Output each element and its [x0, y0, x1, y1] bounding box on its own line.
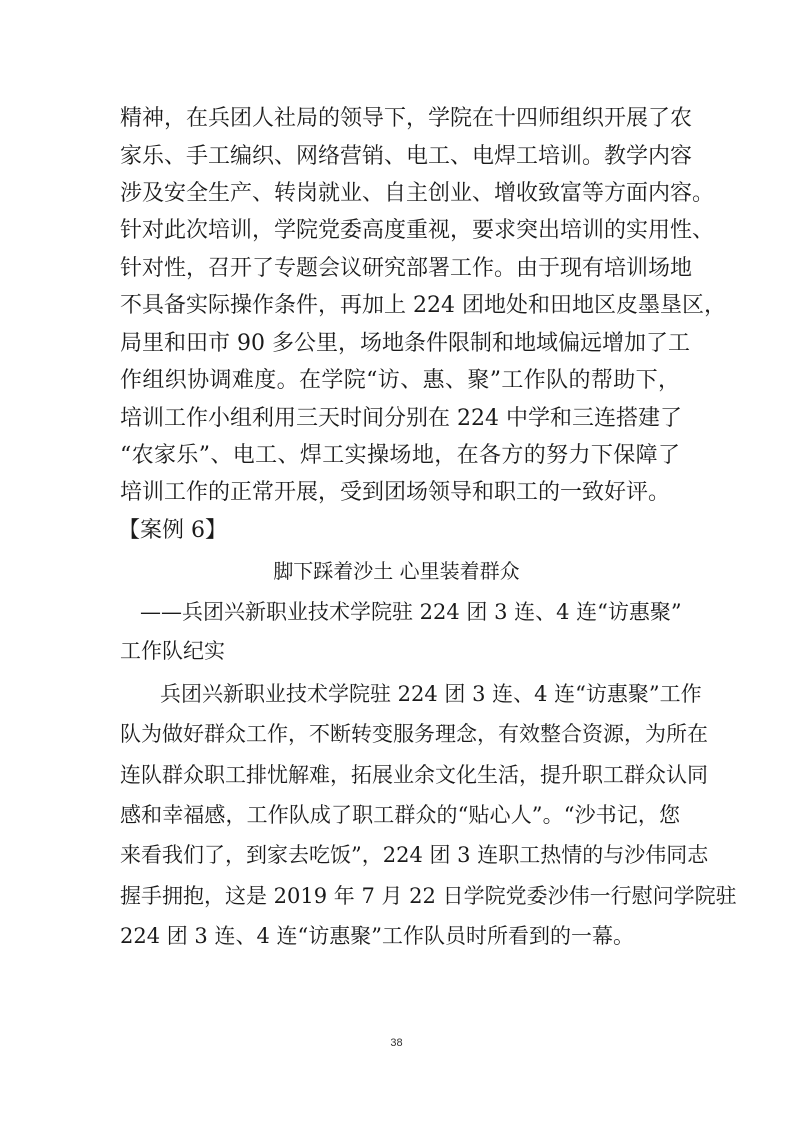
paragraph2-line-2: 队为做好群众工作，不断转变服务理念，有效整合资源，为所在 [120, 722, 708, 746]
paragraph1-line-5: 针对性，召开了专题会议研究部署工作。由于现有培训场地 [120, 256, 693, 281]
paragraph1-line-6: 不具备实际操作条件，再加上 224 团地处和田地区皮墨垦区， [120, 293, 726, 318]
paragraph1-line-1: 精神，在兵团人社局的领导下，学院在十四师组织开展了农 [120, 106, 693, 131]
paragraph1-line-4: 针对此次培训，学院党委高度重视，要求突出培训的实用性、 [120, 218, 715, 243]
paragraph1-line-3: 涉及安全生产、转岗就业、自主创业、增收致富等方面内容。 [120, 181, 715, 206]
paragraph2-line-6: 握手拥抱，这是 2019 年 7 月 22 日学院党委沙伟一行慰问学院驻 [120, 884, 737, 908]
paragraph1-line-2: 家乐、手工编织、网络营销、电工、电焊工培训。教学内容 [120, 144, 693, 169]
page-number: 38 [390, 1037, 403, 1049]
article-subtitle-line-2: 工作队纪实 [120, 639, 225, 663]
paragraph2-line-4: 感和幸福感，工作队成了职工群众的“贴心人”。“沙书记，您 [120, 803, 680, 827]
paragraph2-line-7: 224 团 3 连、4 连“访惠聚”工作队员时所看到的一幕。 [120, 924, 634, 948]
paragraph2-line-3: 连队群众职工排忧解难，拓展业余文化生活，提升职工群众认同 [120, 763, 708, 787]
paragraph1-line-8: 作组织协调难度。在学院“访、惠、聚”工作队的帮助下， [120, 368, 680, 393]
case-label: 【案例 6】 [118, 518, 227, 543]
article-subtitle-line-1: ——兵团兴新职业技术学院驻 224 团 3 连、4 连“访惠聚” [140, 600, 682, 624]
paragraph1-line-7: 局里和田市 90 多公里，场地条件限制和地域偏远增加了工 [120, 331, 690, 356]
paragraph1-line-11: 培训工作的正常开展，受到团场领导和职工的一致好评。 [120, 480, 671, 505]
paragraph2-line-5: 来看我们了，到家去吃饭”，224 团 3 连职工热情的与沙伟同志 [120, 843, 709, 867]
article-title: 脚下踩着沙土 心里装着群众 [273, 559, 520, 583]
paragraph1-line-10: “农家乐”、电工、焊工实操场地，在各方的努力下保障了 [120, 443, 680, 468]
paragraph1-line-9: 培训工作小组利用三天时间分别在 224 中学和三连搭建了 [120, 406, 682, 431]
paragraph2-line-1: 兵团兴新职业技术学院驻 224 团 3 连、4 连“访惠聚”工作 [160, 682, 702, 706]
